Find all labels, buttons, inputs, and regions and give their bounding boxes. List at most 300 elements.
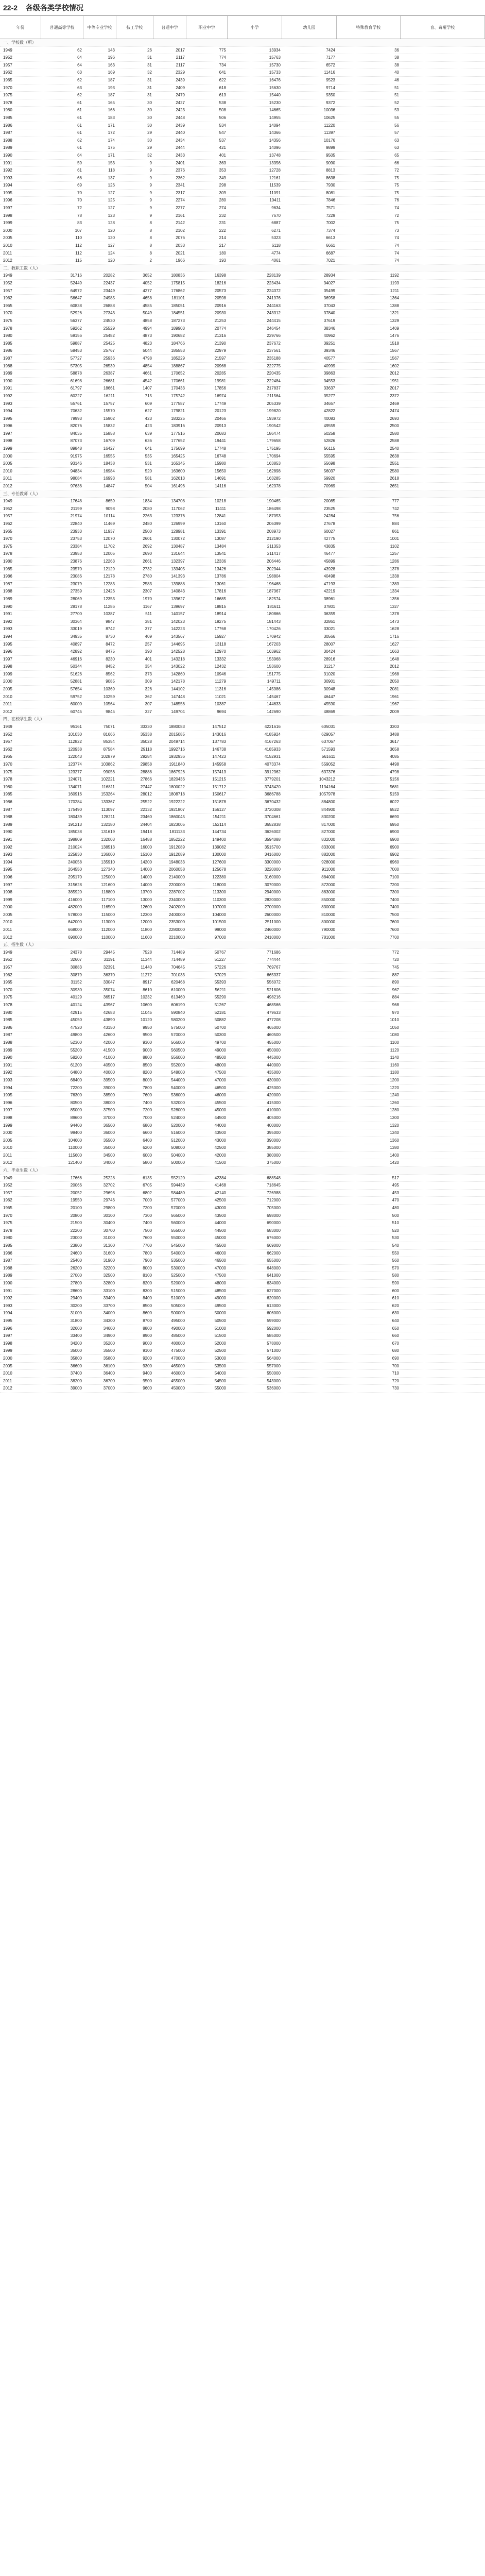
empty-cell xyxy=(401,581,485,588)
value-cell: 15100 xyxy=(140,852,152,857)
value-cell xyxy=(282,1332,337,1340)
value-cell: 23086 xyxy=(70,574,82,579)
year-cell: 1988 xyxy=(3,1265,12,1270)
value-cell: 22979 xyxy=(214,348,226,353)
value-cell: 26 xyxy=(147,47,152,53)
empty-cell xyxy=(401,1219,485,1227)
value-cell: 52300 xyxy=(70,1040,82,1045)
value-cell: 20052 xyxy=(70,1190,82,1195)
value-cell: 7177 xyxy=(326,55,335,60)
value-cell: 20774 xyxy=(214,326,226,331)
value-cell: 13484 xyxy=(214,544,226,549)
value-cell xyxy=(282,1302,337,1310)
value-cell: 2448 xyxy=(176,115,185,120)
value-cell: 3720308 xyxy=(264,807,281,812)
year-cell: 2012 xyxy=(3,258,12,263)
value-cell: 2661 xyxy=(143,558,152,564)
section-label: 四、在校学生数（人） xyxy=(3,717,44,722)
value-cell: 185051 xyxy=(171,303,185,308)
value-cell: 30901 xyxy=(323,679,335,684)
table-row xyxy=(0,648,485,656)
value-cell: 144633 xyxy=(267,702,281,707)
value-cell: 745 xyxy=(392,965,399,970)
empty-cell xyxy=(401,1325,485,1332)
value-cell: 43150 xyxy=(103,1025,115,1030)
value-cell: 151712 xyxy=(212,784,226,789)
table-row xyxy=(0,54,485,62)
empty-cell xyxy=(401,904,485,911)
value-cell: 528000 xyxy=(171,1108,185,1113)
value-cell: 7900 xyxy=(143,1258,152,1263)
value-cell: 43890 xyxy=(103,1018,115,1023)
value-cell: 690000 xyxy=(267,1221,281,1226)
value-cell: 39863 xyxy=(323,371,335,376)
value-cell: 157413 xyxy=(212,769,226,774)
value-cell: 32 xyxy=(147,152,152,158)
value-cell: 280 xyxy=(219,198,226,203)
value-cell: 53 xyxy=(394,108,399,113)
table-row xyxy=(0,182,485,190)
value-cell: 10036 xyxy=(323,108,335,113)
year-cell: 1995 xyxy=(3,641,12,647)
empty-cell xyxy=(401,475,485,482)
value-cell: 185229 xyxy=(171,355,185,361)
value-cell: 23525 xyxy=(323,506,335,511)
value-cell: 15570 xyxy=(103,409,115,414)
value-cell: 2820000 xyxy=(264,897,281,902)
value-cell: 9372 xyxy=(326,100,335,105)
empty-cell xyxy=(401,280,485,287)
value-cell: 1811133 xyxy=(169,829,185,835)
table-row xyxy=(0,844,485,852)
table-row xyxy=(0,573,485,581)
value-cell: 2102 xyxy=(176,228,185,233)
empty-cell xyxy=(401,257,485,264)
value-cell: 517 xyxy=(392,1175,399,1180)
value-cell: 26200 xyxy=(70,1265,82,1270)
value-cell: 36 xyxy=(394,47,399,53)
value-cell: 20573 xyxy=(214,288,226,293)
table-row xyxy=(0,1227,485,1235)
value-cell: 2401 xyxy=(176,160,185,165)
value-cell: 210024 xyxy=(68,844,82,850)
value-cell: 113097 xyxy=(101,807,115,812)
value-cell: 14116 xyxy=(215,484,226,489)
value-cell: 15858 xyxy=(103,431,115,436)
value-cell: 309 xyxy=(145,679,152,684)
value-cell: 220435 xyxy=(267,371,281,376)
value-cell: 87584 xyxy=(103,747,115,752)
value-cell: 1409 xyxy=(390,326,399,331)
value-cell: 13356 xyxy=(269,160,281,165)
value-cell: 6900 xyxy=(390,829,399,835)
value-cell: 244163 xyxy=(267,303,281,308)
table-row xyxy=(0,596,485,603)
year-cell: 1949 xyxy=(3,724,12,730)
value-cell: 2433 xyxy=(176,152,185,158)
year-cell: 1975 xyxy=(3,769,12,774)
empty-cell xyxy=(401,1212,485,1219)
value-cell: 74 xyxy=(394,235,399,241)
value-cell: 6690 xyxy=(390,815,399,820)
value-cell: 94400 xyxy=(70,1123,82,1128)
value-cell: 42500 xyxy=(214,1198,226,1203)
value-cell: 570000 xyxy=(171,1032,185,1038)
value-cell: 122043 xyxy=(68,754,82,759)
value-cell: 12161 xyxy=(269,175,281,180)
value-cell: 13426 xyxy=(214,566,226,571)
value-cell: 102879 xyxy=(101,754,115,759)
value-cell: 4774 xyxy=(271,250,281,256)
value-cell: 76 xyxy=(394,198,399,203)
value-cell: 24404 xyxy=(140,822,152,827)
year-cell: 2011 xyxy=(3,476,12,481)
value-cell: 2460000 xyxy=(264,927,281,933)
value-cell: 7400 xyxy=(143,1100,152,1105)
value-cell: 7600 xyxy=(143,1235,152,1241)
year-cell: 1986 xyxy=(3,123,12,128)
value-cell: 12841 xyxy=(214,514,226,519)
empty-cell xyxy=(401,573,485,580)
value-cell: 485000 xyxy=(171,1333,185,1338)
value-cell: 14665 xyxy=(269,108,281,113)
data-table xyxy=(0,39,485,1393)
value-cell: 17816 xyxy=(214,589,226,594)
value-cell: 17749 xyxy=(214,401,226,406)
value-cell: 20285 xyxy=(214,371,226,376)
value-cell: 175742 xyxy=(171,393,185,398)
value-cell: 231 xyxy=(219,221,226,226)
value-cell: 46477 xyxy=(323,551,335,556)
value-cell: 7400 xyxy=(390,897,399,902)
value-cell xyxy=(282,1039,337,1046)
value-cell: 1360 xyxy=(390,1138,399,1143)
value-cell: 37000 xyxy=(103,1386,115,1391)
year-cell: 1988 xyxy=(3,815,12,820)
empty-cell xyxy=(401,84,485,92)
value-cell: 7600 xyxy=(390,920,399,925)
value-cell: 10176 xyxy=(323,138,335,143)
value-cell: 44500 xyxy=(214,1228,226,1233)
value-cell: 61 xyxy=(77,115,82,120)
empty-cell xyxy=(401,69,485,76)
value-cell: 39346 xyxy=(323,348,335,353)
year-cell: 1949 xyxy=(3,499,12,504)
value-cell: 183916 xyxy=(171,423,185,429)
value-cell: 2081 xyxy=(390,687,399,692)
value-cell: 128211 xyxy=(101,815,115,820)
value-cell: 7200 xyxy=(390,882,399,887)
value-cell: 9098 xyxy=(106,506,115,511)
value-cell: 7000 xyxy=(143,1115,152,1120)
value-cell: 610 xyxy=(392,1296,399,1301)
table-row xyxy=(0,280,485,287)
value-cell: 61 xyxy=(77,130,82,135)
value-cell: 400000 xyxy=(267,1123,281,1128)
value-cell: 4185924 xyxy=(264,732,281,737)
year-cell: 1997 xyxy=(3,1108,12,1113)
value-cell: 445000 xyxy=(267,1055,281,1060)
value-cell: 2049714 xyxy=(168,739,185,744)
value-cell: 30400 xyxy=(103,1221,115,1226)
value-cell: 42915 xyxy=(70,1010,82,1015)
value-cell: 524000 xyxy=(171,1115,185,1120)
value-cell xyxy=(282,987,337,994)
value-cell: 8917 xyxy=(143,980,152,985)
value-cell xyxy=(282,949,337,956)
value-cell: 62 xyxy=(77,77,82,82)
value-cell: 35338 xyxy=(140,732,152,737)
section-label: 六、毕业生数（人） xyxy=(3,1168,40,1173)
value-cell: 634000 xyxy=(267,1280,281,1285)
empty-cell xyxy=(401,784,485,791)
value-cell: 552000 xyxy=(171,1062,185,1067)
value-cell: 125000 xyxy=(101,874,115,879)
value-cell: 2 xyxy=(149,258,152,263)
value-cell: 5681 xyxy=(390,784,399,789)
value-cell: 1860045 xyxy=(168,815,185,820)
value-cell: 45500 xyxy=(214,1243,226,1248)
table-row xyxy=(0,1219,485,1227)
value-cell: 181611 xyxy=(267,604,281,609)
value-cell: 14955 xyxy=(269,115,281,120)
value-cell: 125678 xyxy=(212,867,226,872)
value-cell: 40000 xyxy=(103,1070,115,1075)
value-cell: 37500 xyxy=(103,1108,115,1113)
value-cell: 57727 xyxy=(70,355,82,361)
value-cell: 49700 xyxy=(214,1040,226,1045)
value-cell: 32 xyxy=(147,70,152,75)
value-cell: 40897 xyxy=(70,641,82,647)
value-cell: 73 xyxy=(394,228,399,233)
value-cell: 7846 xyxy=(326,198,335,203)
empty-cell xyxy=(401,1159,485,1166)
value-cell xyxy=(282,1047,337,1054)
empty-cell xyxy=(401,1385,485,1392)
value-cell: 2583 xyxy=(143,581,152,586)
table-row xyxy=(0,69,485,77)
value-cell: 7700 xyxy=(390,935,399,940)
value-cell: 23449 xyxy=(103,288,115,293)
value-cell: 4185933 xyxy=(264,747,281,752)
empty-cell xyxy=(401,107,485,114)
value-cell: 97636 xyxy=(70,484,82,489)
value-cell: 29858 xyxy=(140,762,152,767)
value-cell: 211353 xyxy=(267,544,281,549)
value-cell: 14096 xyxy=(269,145,281,150)
value-cell: 2263 xyxy=(143,514,152,519)
value-cell: 2017 xyxy=(176,47,185,53)
value-cell xyxy=(282,1122,337,1129)
value-cell: 116811 xyxy=(101,784,115,789)
value-cell: 9500 xyxy=(143,1378,152,1383)
value-cell: 4658 xyxy=(143,296,152,301)
empty-cell xyxy=(401,919,485,926)
value-cell: 143567 xyxy=(171,634,185,639)
value-cell: 65 xyxy=(394,152,399,158)
table-row xyxy=(0,1175,485,1182)
value-cell: 42822 xyxy=(323,409,335,414)
value-cell: 8081 xyxy=(326,190,335,195)
value-cell: 184766 xyxy=(171,341,185,346)
table-row xyxy=(0,272,485,280)
value-cell: 16685 xyxy=(214,596,226,601)
value-cell: 52449 xyxy=(70,281,82,285)
value-cell: 1280 xyxy=(390,1108,399,1113)
value-cell: 1473 xyxy=(390,619,399,624)
value-cell: 2274 xyxy=(176,198,185,203)
value-cell: 12129 xyxy=(103,566,115,571)
value-cell: 2409 xyxy=(176,85,185,90)
year-cell: 1995 xyxy=(3,1318,12,1323)
value-cell: 668000 xyxy=(68,927,82,933)
table-row xyxy=(0,1054,485,1062)
empty-cell xyxy=(401,558,485,565)
year-cell: 1989 xyxy=(3,1047,12,1053)
value-cell: 48500 xyxy=(214,1055,226,1060)
value-cell: 2317 xyxy=(176,190,185,195)
value-cell: 2692 xyxy=(143,544,152,549)
value-cell xyxy=(282,1175,337,1182)
table-row xyxy=(0,520,485,528)
empty-cell xyxy=(401,77,485,84)
value-cell: 72200 xyxy=(70,1085,82,1090)
value-cell: 30566 xyxy=(323,634,335,639)
year-cell: 1997 xyxy=(3,656,12,662)
value-cell: 500 xyxy=(392,1213,399,1218)
value-cell: 15650 xyxy=(214,468,226,473)
table-row xyxy=(0,219,485,227)
value-cell: 30 xyxy=(147,100,152,105)
value-cell: 9 xyxy=(149,183,152,188)
table-row xyxy=(0,799,485,806)
empty-cell xyxy=(401,54,485,61)
value-cell: 9505 xyxy=(326,152,335,158)
value-cell: 30364 xyxy=(70,619,82,624)
value-cell: 38200 xyxy=(70,1378,82,1383)
value-cell: 495000 xyxy=(171,1318,185,1323)
value-cell: 578000 xyxy=(267,1341,281,1346)
year-cell: 1952 xyxy=(3,55,12,60)
value-cell: 12263 xyxy=(103,558,115,564)
value-cell: 3617 xyxy=(390,739,399,744)
value-cell: 16984 xyxy=(103,468,115,473)
value-cell: 2362 xyxy=(176,175,185,180)
value-cell: 45899 xyxy=(323,558,335,564)
value-cell: 720 xyxy=(392,1378,399,1383)
value-cell: 31800 xyxy=(70,1318,82,1323)
value-cell: 2117 xyxy=(176,62,185,67)
value-cell: 1922222 xyxy=(168,799,185,804)
value-cell: 11286 xyxy=(103,604,115,609)
value-cell: 575000 xyxy=(171,1025,185,1030)
year-cell: 1952 xyxy=(3,957,12,962)
value-cell: 830000 xyxy=(321,905,335,910)
table-row xyxy=(0,445,485,453)
value-cell: 884000 xyxy=(321,874,335,879)
year-cell: 1995 xyxy=(3,867,12,872)
value-cell: 8400 xyxy=(143,1296,152,1301)
value-cell: 31600 xyxy=(103,1250,115,1256)
value-cell: 16974 xyxy=(214,393,226,398)
value-cell: 149704 xyxy=(171,709,185,714)
value-cell: 49000 xyxy=(214,1047,226,1053)
value-cell: 8 xyxy=(149,243,152,248)
value-cell: 118000 xyxy=(212,882,226,887)
value-cell: 1716 xyxy=(390,634,399,639)
value-cell: 51227 xyxy=(214,957,226,962)
empty-cell xyxy=(401,370,485,377)
table-row xyxy=(0,851,485,859)
value-cell: 2033 xyxy=(176,243,185,248)
value-cell: 179658 xyxy=(267,438,281,444)
value-cell: 55000 xyxy=(214,1386,226,1391)
value-cell: 23953 xyxy=(70,551,82,556)
value-cell: 153 xyxy=(108,160,115,165)
empty-cell xyxy=(401,520,485,528)
value-cell: 222775 xyxy=(267,363,281,368)
empty-cell xyxy=(401,1340,485,1347)
empty-cell xyxy=(401,746,485,753)
value-cell: 6200 xyxy=(143,1145,152,1150)
value-cell: 12336 xyxy=(214,558,226,564)
value-cell: 9 xyxy=(149,198,152,203)
empty-cell xyxy=(401,889,485,896)
empty-cell xyxy=(401,799,485,806)
value-cell: 390000 xyxy=(267,1138,281,1143)
value-cell: 182574 xyxy=(267,596,281,601)
value-cell: 17768 xyxy=(214,626,226,632)
value-cell: 59920 xyxy=(323,476,335,481)
value-cell: 7400 xyxy=(143,1221,152,1226)
value-cell: 75 xyxy=(394,175,399,180)
year-cell: 2005 xyxy=(3,1363,12,1368)
year-cell: 2005 xyxy=(3,235,12,241)
value-cell: 217837 xyxy=(267,386,281,391)
empty-cell xyxy=(401,1069,485,1076)
value-cell: 34000 xyxy=(103,1311,115,1316)
value-cell: 246454 xyxy=(267,326,281,331)
empty-cell xyxy=(401,242,485,249)
value-cell: 82076 xyxy=(70,423,82,429)
value-cell: 548000 xyxy=(171,1070,185,1075)
value-cell: 148556 xyxy=(171,702,185,707)
value-cell: 1329 xyxy=(390,318,399,323)
value-cell: 222484 xyxy=(267,378,281,383)
value-cell: 1160 xyxy=(390,1062,399,1067)
table-row xyxy=(0,1378,485,1385)
value-cell: 774444 xyxy=(267,957,281,962)
value-cell: 734 xyxy=(219,62,226,67)
value-cell: 33400 xyxy=(103,1296,115,1301)
value-cell xyxy=(282,1016,337,1024)
value-cell: 861 xyxy=(392,529,399,534)
value-cell: 145467 xyxy=(267,694,281,699)
value-cell: 714489 xyxy=(171,957,185,962)
year-cell: 1962 xyxy=(3,70,12,75)
empty-cell xyxy=(401,310,485,317)
value-cell: 578000 xyxy=(68,912,82,917)
value-cell: 147448 xyxy=(171,694,185,699)
empty-cell xyxy=(401,753,485,760)
value-cell: 170426 xyxy=(267,626,281,632)
value-cell xyxy=(282,1234,337,1242)
value-cell: 1356 xyxy=(390,596,399,601)
empty-cell xyxy=(401,1137,485,1144)
value-cell: 35028 xyxy=(140,739,152,744)
value-cell: 756 xyxy=(392,514,399,519)
empty-cell xyxy=(401,866,485,873)
